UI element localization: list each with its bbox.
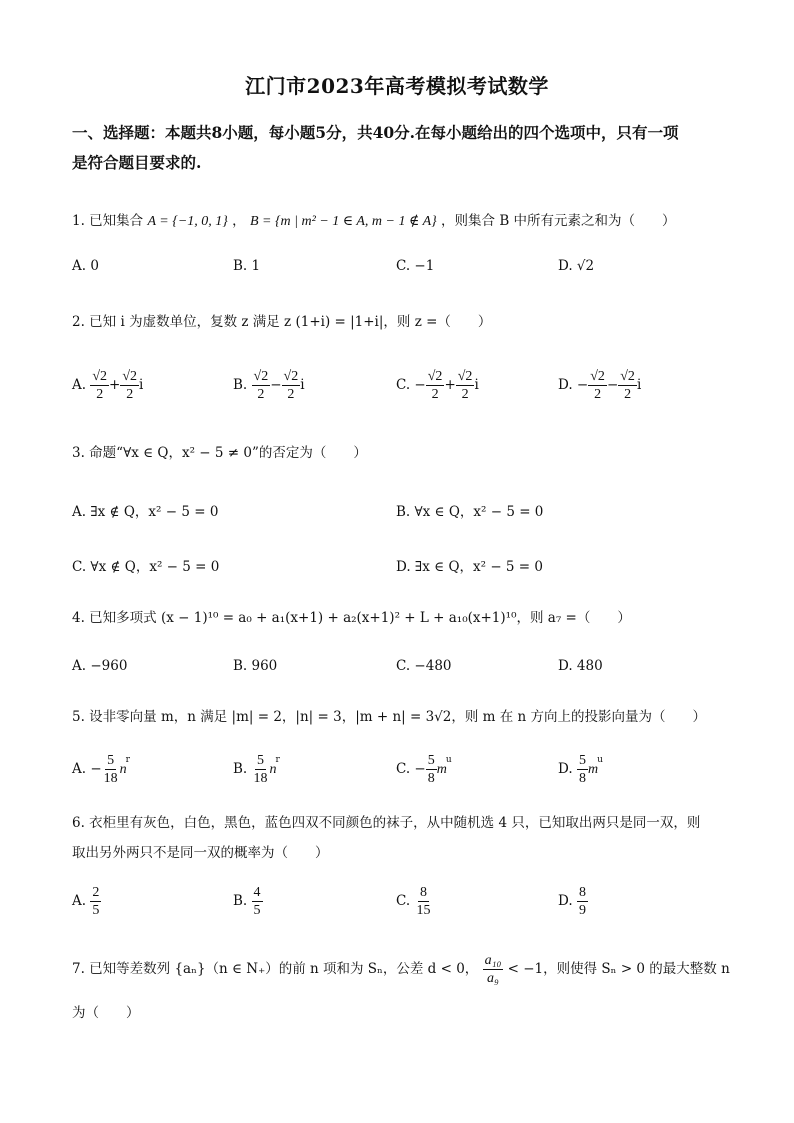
- fraction-denominator: 15: [416, 903, 431, 918]
- imaginary-unit: i: [636, 377, 642, 393]
- q5-option-c: [396, 752, 452, 787]
- question-7-stem-text: 7. 已知等差数列 {aₙ}（n ∈ N₊）的前 n 项和为 Sₙ，公差 d < 0，: [72, 961, 479, 977]
- option-letter: D.: [558, 761, 573, 777]
- question-7-stem-line-2: 为（ ）: [72, 1005, 140, 1021]
- q2-option-b: B. $\frac{√2}{2}$ − $\frac{√2}{2}$ i: [233, 369, 305, 402]
- option-letter: C. −: [396, 761, 426, 777]
- q2-option-a: A. $\frac{√2}{2}$ + $\frac{√2}{2}$ i: [72, 369, 144, 402]
- fraction: [414, 884, 432, 919]
- q5-option-a: [72, 752, 130, 787]
- q6-option-a: [72, 884, 101, 919]
- option-letter: B.: [233, 377, 248, 393]
- option-letter: D.: [558, 893, 573, 909]
- section-heading-line-1: 一、选择题：本题共8小题，每小题5分，共40分.在每小题给出的四个选项中，只有一项: [72, 123, 679, 142]
- question-4-stem: 4. 已知多项式 (x − 1)¹⁰ = a₀ + a₁(x+1) + a₂(x+1)² + L + a₁₀(x+1)¹⁰，则 a₇ =（ ）: [72, 610, 631, 626]
- q4-option-b: B. 960: [233, 658, 278, 674]
- question-7-stem-tail: < −1，则使得 Sₙ > 0 的最大整数 n: [507, 961, 730, 977]
- vector-arrow-mark: u: [445, 755, 452, 765]
- fraction: [577, 752, 588, 787]
- fraction-denominator: 8: [578, 771, 586, 786]
- fraction-denominator: 8: [427, 771, 435, 786]
- question-2-stem: 2. 已知 i 为虚数单位，复数 z 满足 z (1+i) = |1+i|，则 z =（ ）: [72, 314, 492, 330]
- fraction: [483, 952, 504, 987]
- fraction-denominator: 2: [96, 387, 104, 402]
- q3-option-a: A. ∃x ∉ Q，x² − 5 = 0: [72, 504, 219, 520]
- fraction-denominator: 9: [578, 903, 586, 918]
- fraction-numerator: 5: [578, 753, 586, 768]
- fraction-numerator: 8: [578, 885, 586, 900]
- option-letter: A. −: [72, 761, 102, 777]
- fraction-denominator: 18: [253, 771, 268, 786]
- exam-title: 江门市2023年高考模拟考试数学: [245, 74, 549, 98]
- fraction: [102, 752, 120, 787]
- fraction-numerator: √2: [283, 369, 299, 384]
- fraction-numerator: √2: [620, 369, 635, 384]
- q6-option-b: [233, 884, 263, 919]
- vector-variable: m: [436, 762, 447, 777]
- q1-option-a: A. 0: [72, 258, 99, 274]
- fraction: [426, 752, 437, 787]
- option-letter: D. −: [558, 377, 589, 393]
- vector-arrow-mark: r: [125, 755, 130, 765]
- vector-variable: m: [587, 762, 599, 777]
- fraction-denominator: 5: [253, 903, 261, 918]
- imaginary-unit: i: [300, 377, 305, 393]
- fraction-denominator: 5: [92, 903, 100, 918]
- set-b-expression: B = {m | m² − 1 ∈ A, m − 1 ∉ A}: [249, 214, 437, 229]
- question-6-stem-line-1: 6. 衣柜里有灰色，白色，黑色，蓝色四双不同颜色的袜子，从中随机选 4 只，已知取出两只是同一双，则: [72, 815, 701, 831]
- imaginary-unit: i: [139, 377, 144, 393]
- vector-arrow-mark: u: [597, 755, 603, 765]
- fraction-numerator: √2: [122, 369, 138, 384]
- question-3-stem: 3. 命题“∀x ∈ Q，x² − 5 ≠ 0”的否定为（ ）: [72, 445, 367, 461]
- q1-option-d: D. √2: [558, 258, 595, 274]
- fraction: [577, 884, 588, 919]
- q4-option-a: A. −960: [72, 658, 128, 674]
- question-5-stem: 5. 设非零向量 m，n 满足 |m| = 2，|n| = 3，|m + n| = 3√2，则 m 在 n 方向上的投影向量为（ ）: [72, 709, 707, 725]
- option-letter: B.: [233, 761, 248, 777]
- q1-option-b: B. 1: [233, 258, 261, 274]
- q5-option-b: [233, 752, 280, 787]
- imaginary-unit: i: [474, 377, 479, 393]
- q1-option-c: C. −1: [396, 258, 435, 274]
- fraction-numerator: 5: [427, 753, 435, 768]
- q2-option-c: C. − $\frac{√2}{2}$ + $\frac{√2}{2}$ i: [396, 369, 479, 402]
- fraction: [90, 884, 101, 919]
- fraction-denominator: 2: [461, 387, 469, 402]
- fraction: [456, 368, 475, 403]
- separator: ，: [232, 213, 246, 229]
- fraction: [426, 368, 445, 403]
- vector-arrow-mark: r: [275, 755, 280, 765]
- fraction: [282, 368, 301, 403]
- fraction: [120, 368, 139, 403]
- fraction-numerator: √2: [92, 369, 108, 384]
- fraction-numerator: 5: [257, 753, 265, 768]
- q2-option-d: D. − $\frac{√2}{2}$ − $\frac{√2}{2}$ i: [558, 369, 642, 402]
- q3-option-b: B. ∀x ∈ Q，x² − 5 = 0: [396, 504, 544, 520]
- question-1-stem-text: 1. 已知集合: [72, 213, 144, 229]
- fraction-numerator: a₁₀: [484, 953, 502, 968]
- fraction: [252, 884, 263, 919]
- fraction-numerator: √2: [253, 369, 269, 384]
- question-7-stem-line-1: [72, 952, 732, 987]
- question-1-stem-tail: ，则集合 B 中所有元素之和为（ ）: [441, 213, 676, 229]
- option-letter: C. −: [396, 377, 426, 393]
- q3-option-c: C. ∀x ∉ Q，x² − 5 = 0: [72, 559, 220, 575]
- question-1-stem: [72, 206, 732, 237]
- option-letter: C.: [396, 893, 411, 909]
- fraction: [588, 368, 607, 403]
- fraction-numerator: 2: [92, 885, 100, 900]
- vector-variable: n: [119, 762, 127, 777]
- q5-option-d: [558, 752, 603, 787]
- q6-option-d: [558, 884, 588, 919]
- fraction-denominator: 2: [257, 387, 265, 402]
- fraction: [618, 368, 637, 403]
- fraction-numerator: 4: [253, 885, 261, 900]
- fraction-denominator: 2: [594, 387, 602, 402]
- fraction: [90, 368, 109, 403]
- fraction-denominator: 18: [103, 771, 118, 786]
- section-heading-line-2: 是符合题目要求的.: [72, 153, 202, 172]
- option-letter: A.: [72, 893, 87, 909]
- fraction-numerator: 8: [419, 885, 427, 900]
- fraction-numerator: √2: [427, 369, 443, 384]
- option-letter: A.: [72, 377, 87, 393]
- fraction-numerator: √2: [590, 369, 605, 384]
- q4-option-c: C. −480: [396, 658, 452, 674]
- fraction-denominator: 2: [431, 387, 439, 402]
- fraction-denominator: 2: [624, 387, 632, 402]
- fraction-denominator: 2: [126, 387, 134, 402]
- set-a-expression: A = {−1, 0, 1}: [147, 214, 228, 229]
- q4-option-d: D. 480: [558, 658, 603, 674]
- fraction-numerator: 5: [107, 753, 115, 768]
- fraction-denominator: 2: [287, 387, 295, 402]
- fraction-denominator: a₉: [487, 971, 499, 986]
- vector-variable: n: [269, 762, 277, 777]
- question-6-stem-line-2: 取出另外两只不是同一双的概率为（ ）: [72, 845, 329, 861]
- q3-option-d: D. ∃x ∈ Q，x² − 5 = 0: [396, 559, 543, 575]
- q6-option-c: [396, 884, 432, 919]
- fraction: [252, 368, 271, 403]
- fraction-numerator: √2: [457, 369, 473, 384]
- option-letter: B.: [233, 893, 248, 909]
- fraction: [252, 752, 270, 787]
